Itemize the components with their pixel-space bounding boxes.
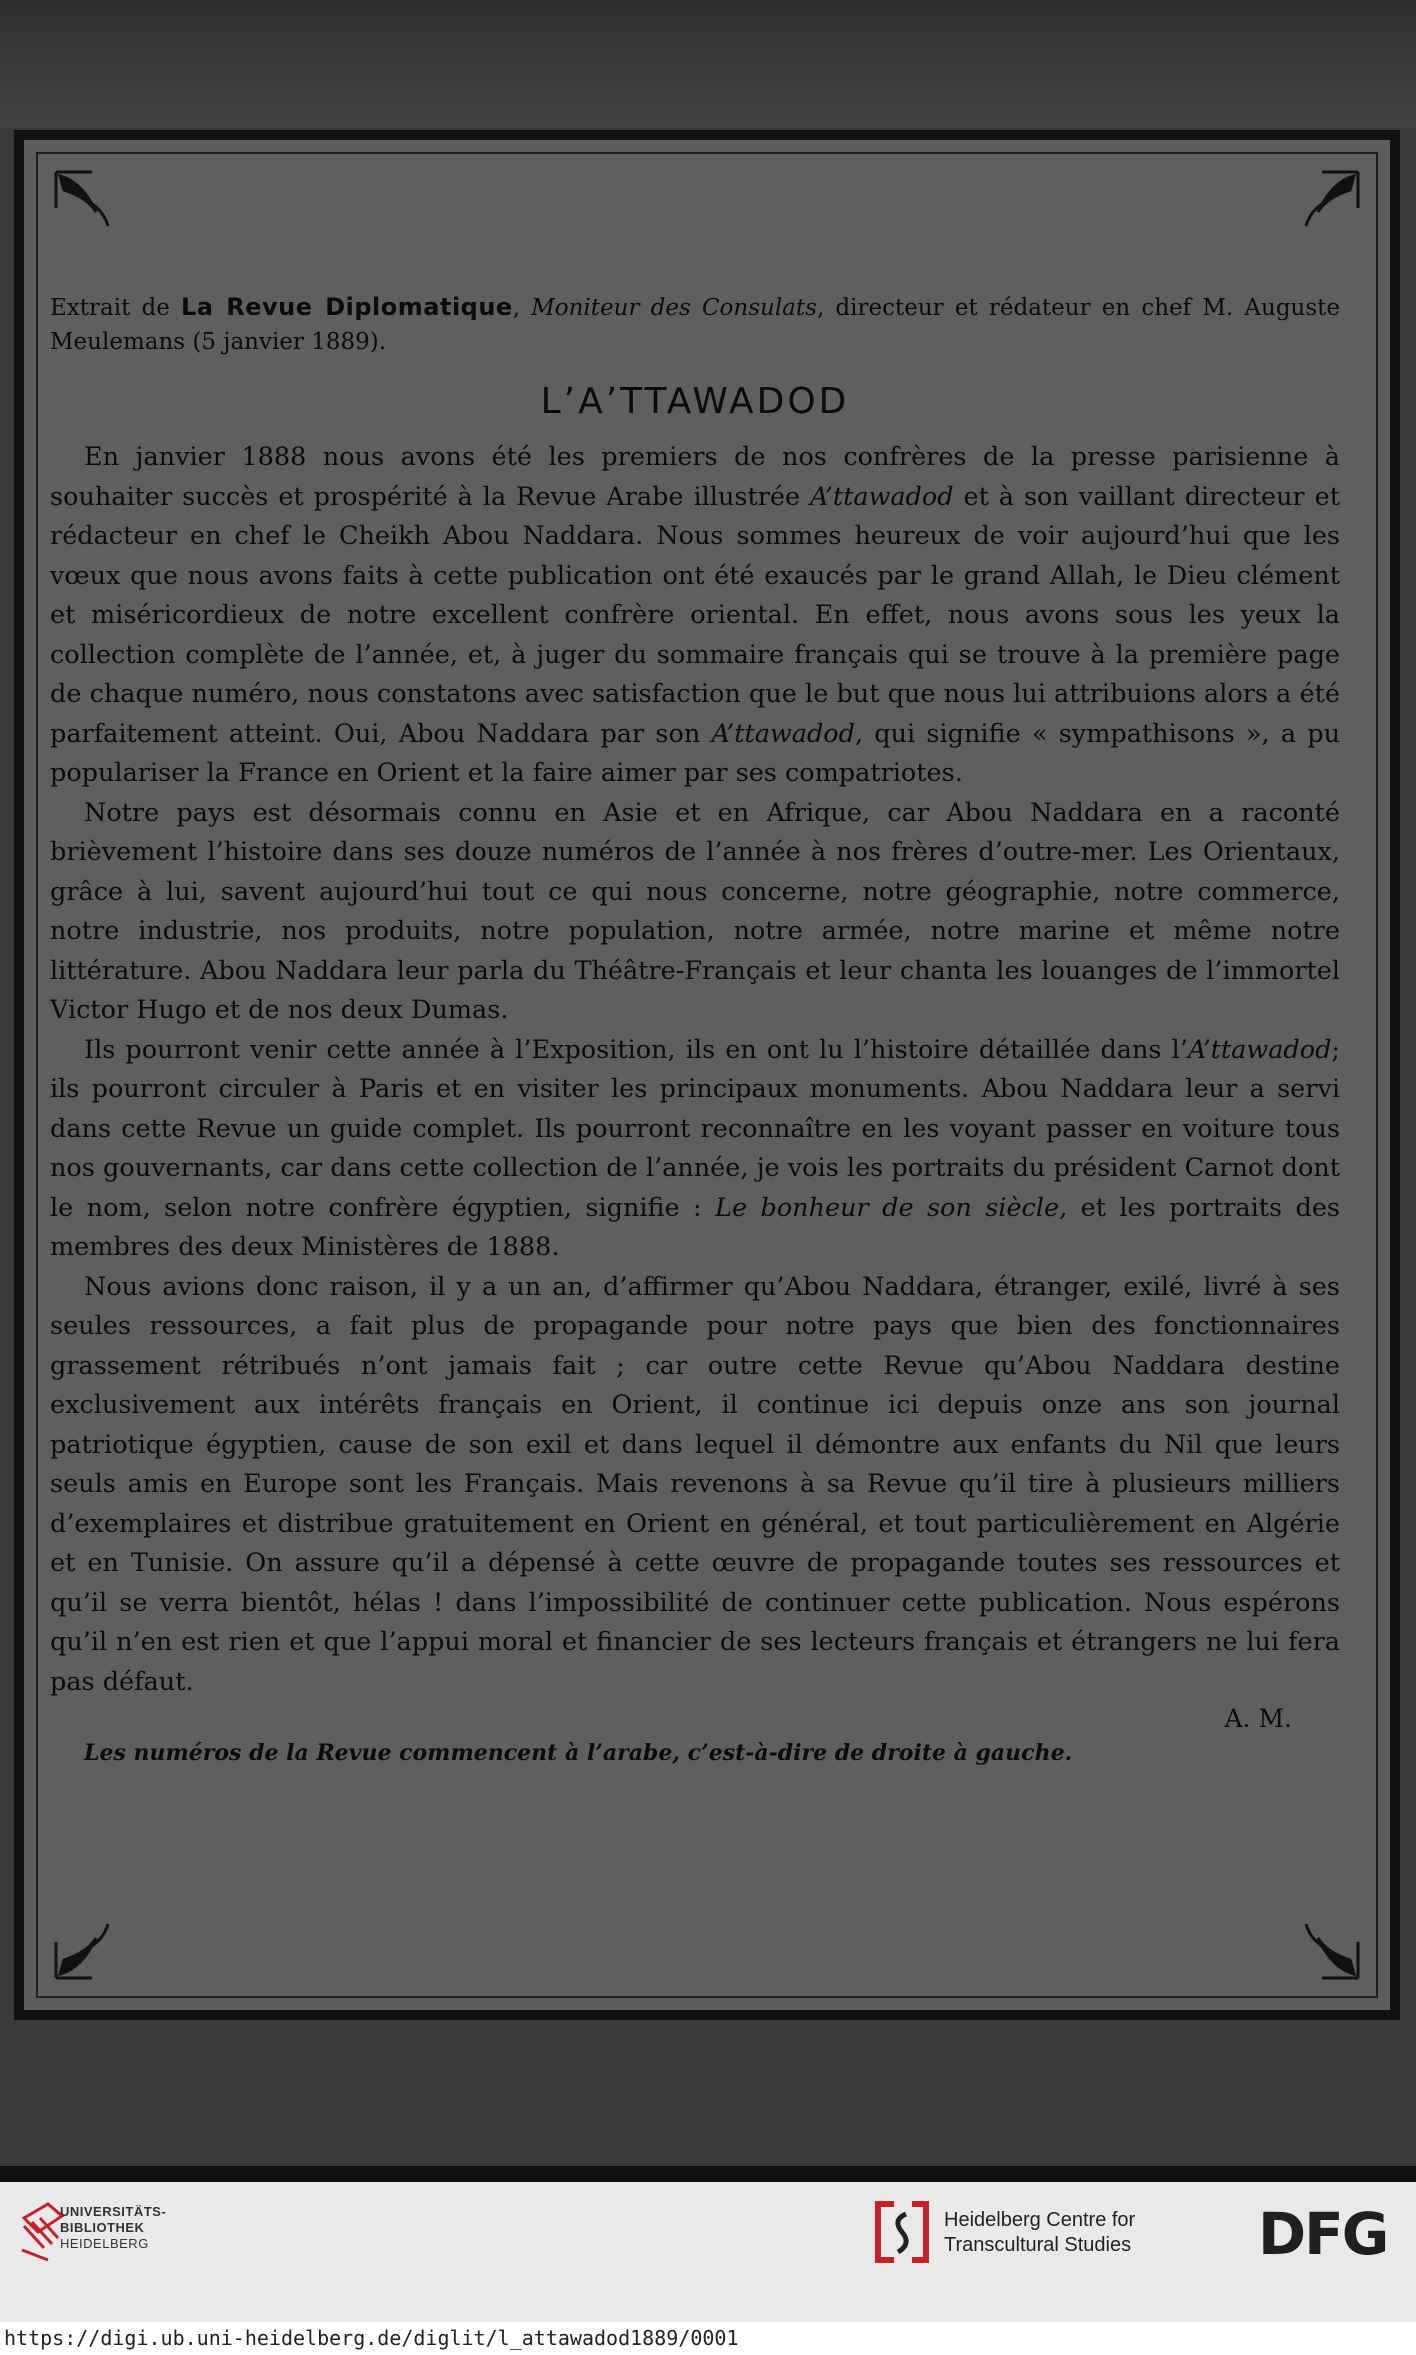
intro-prefix: Extrait de	[50, 295, 182, 321]
page-url[interactable]: https://digi.ub.uni-heidelberg.de/diglit/l_attawadod1889/0001	[0, 2322, 1416, 2355]
hct-line-1: Heidelberg Centre for	[944, 2209, 1136, 2231]
corner-ornament-icon	[52, 1918, 116, 1982]
intro-rest: , directeur et rédateur en chef M. Auguste Meulemans (5 janvier 1889).	[50, 295, 1341, 355]
intro-revue-name: La Revue Diplomatique	[181, 293, 513, 321]
p3-text-b: A’ttawadod	[1187, 1034, 1332, 1065]
intro-moniteur: Moniteur des Consulats	[531, 295, 817, 321]
hct-line-2: Transcultural Studies	[944, 2234, 1132, 2256]
dfg-logo[interactable]: DFG	[1258, 2200, 1388, 2268]
transcultural-centre-logo-icon[interactable]	[872, 2200, 932, 2264]
p3-text-a: Ils pourront venir cette année à l’Exposition, ils en ont lu l’histoire détaillée dans l’	[84, 1034, 1188, 1065]
corner-ornament-icon	[52, 168, 116, 232]
page-bottom-margin	[0, 2020, 1416, 2182]
page-top-margin	[0, 0, 1416, 128]
ub-line-1: UNIVERSITÄTS-	[60, 2204, 167, 2219]
paragraph-1	[50, 438, 1340, 794]
page-bottom-rule	[0, 2166, 1416, 2182]
corner-ornament-icon	[1298, 1918, 1362, 1982]
p3-text-d: Le bonheur de son siècle,	[715, 1192, 1068, 1223]
ub-line-3: HEIDELBERG	[60, 2236, 149, 2251]
intro-comma: ,	[512, 295, 532, 321]
p1-text-d: A’ttawadod	[711, 718, 855, 749]
p3-text-e: et les portraits des membres des deux Ministères de 1888.	[50, 1192, 1341, 1262]
p1-text-e: , qui signifie « sympathisons », a pu populariser la France en Orient et la faire aimer par ses compatriotes.	[50, 718, 1340, 788]
footnote: Les numéros de la Revue commencent à l’arabe, c’est-à-dire de droite à gauche.	[84, 1740, 1073, 1766]
ub-line-2: BIBLIOTHEK	[60, 2220, 145, 2235]
p1-text-b: A’ttawadod	[810, 481, 954, 512]
article-title: L’A’TTAWADOD	[540, 381, 850, 422]
article-intro	[50, 290, 1340, 359]
paragraph-4: Nous avions donc raison, il y a un an, d’affirmer qu’Abou Naddara, étranger, exilé, livré à ses seules ressources, a fait plus de propagande pour notre pays que bien des fonctionnaires grassement rétribués n’ont jamais fait ; car outre cette Revue qu’Abou Naddara destine exclusivement aux intérêts français en Orient, il continue ici depuis onze ans son journal patriotique égyptien, cause de son exil et dans lequel il démontre aux enfants du Nil que leurs seuls amis en Europe sont les Français. Mais revenons à sa Revue qu’il tire à plusieurs milliers d’exemplaires et distribue gratuitement en Orient en général, et tout particulièrement en Algérie et en Tunisie. On assure qu’il a dépensé à cette œuvre de propagande toutes ses ressources et qu’il se verra bientôt, hélas ! dans l’impossibilité de continuer cette publication. Nous espérons qu’il n’en est rien et que l’appui moral et financier de ses lecteurs français et étrangers ne lui fera pas défaut.	[50, 1271, 1340, 1697]
signature: A. M.	[1224, 1704, 1292, 1733]
p1-text-c: et à son vaillant directeur et rédacteur en chef le Cheikh Abou Naddara. Nous sommes heureux de voir aujourd’hui que les vœux que nous avons faits à cette publication ont été exaucés par le grand Allah, le Dieu clément et miséricordieux de notre excellent confrère oriental. En effet, nous avons sous les yeux la collection complète de l’année, et, à juger du sommaire français qui se trouve à la première page de chaque numéro, nous constatons avec satisfaction que le but que nous lui attribuions alors a été parfaitement atteint. Oui, Abou Naddara par son	[50, 481, 1340, 749]
viewer-footer	[0, 2182, 1416, 2322]
article	[50, 290, 1340, 1770]
p1-text-a: En janvier 1888 nous avons été les premiers de nos confrères de la presse parisienne à souhaiter succès et prospérité à la Revue Arabe illustrée	[50, 442, 1340, 512]
corner-ornament-icon	[1298, 168, 1362, 232]
paragraph-2: Notre pays est désormais connu en Asie et en Afrique, car Abou Naddara en a raconté brièvement l’histoire dans ses douze numéros de l’année à nos frères d’outre-mer. Les Orientaux, grâce à lui, savent aujourd’hui tout ce qui nous concerne, notre géographie, notre commerce, notre industrie, nos produits, notre population, notre armée, notre marine et même notre littérature. Abou Naddara leur parla du Théâtre-Français et leur chanta les louanges de l’immortel Victor Hugo et de nos deux Dumas.	[50, 797, 1340, 1025]
university-library-label[interactable]	[60, 2204, 166, 2252]
p3-text-c: ; ils pourront circuler à Paris et en visiter les principaux monuments. Abou Naddara leur a servi dans cette Revue un guide complet. Ils pourront reconnaître en les voyant passer en voiture tous nos gouvernants, car dans cette collection de l’année, je vois les portraits du président Carnot dont le nom, selon notre confrère égyptien, signifie :	[50, 1034, 1340, 1223]
transcultural-centre-label[interactable]	[944, 2208, 1135, 2258]
paragraph-3	[50, 1031, 1340, 1268]
